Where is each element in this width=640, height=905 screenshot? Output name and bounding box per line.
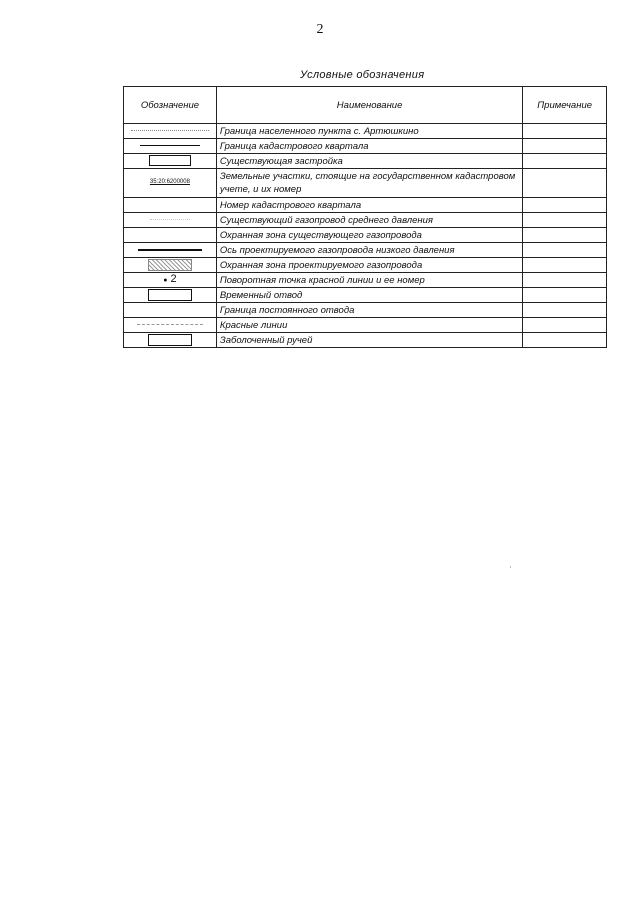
point-number-symbol bbox=[163, 273, 176, 287]
name-cell: Номер кадастрового квартала bbox=[216, 198, 522, 213]
thick-line-symbol bbox=[138, 249, 202, 251]
note-cell bbox=[523, 154, 607, 169]
legend-table bbox=[123, 86, 607, 348]
legend-row bbox=[124, 228, 607, 243]
point-number: 2 bbox=[170, 273, 177, 285]
symbol-cell bbox=[124, 318, 217, 333]
note-cell bbox=[523, 303, 607, 318]
legend-row bbox=[124, 154, 607, 169]
box-outline-symbol bbox=[148, 289, 192, 301]
dashed-line-symbol bbox=[137, 324, 203, 325]
legend-row bbox=[124, 198, 607, 213]
symbol-cell bbox=[124, 288, 217, 303]
dotted-line-symbol bbox=[131, 130, 209, 131]
box-outline-symbol bbox=[148, 334, 192, 346]
name-cell: Граница кадастрового квартала bbox=[216, 139, 522, 154]
legend-row bbox=[124, 139, 607, 154]
legend-row bbox=[124, 333, 607, 348]
note-cell bbox=[523, 124, 607, 139]
note-cell bbox=[523, 318, 607, 333]
column-header-note: Примечание bbox=[523, 87, 607, 124]
name-cell: Охранная зона проектируемого газопровода bbox=[216, 258, 522, 273]
hatched-box-symbol bbox=[148, 259, 192, 271]
legend-row bbox=[124, 169, 607, 198]
name-cell: Заболоченный ручей bbox=[216, 333, 522, 348]
column-header-name: Наименование bbox=[216, 87, 522, 124]
note-cell bbox=[523, 333, 607, 348]
name-cell: Ось проектируемого газопровода низкого давления bbox=[216, 243, 522, 258]
legend-header-row bbox=[124, 87, 607, 124]
name-cell: Существующая застройка bbox=[216, 154, 522, 169]
note-cell bbox=[523, 139, 607, 154]
note-cell bbox=[523, 258, 607, 273]
legend-row bbox=[124, 258, 607, 273]
symbol-cell bbox=[124, 154, 217, 169]
page-number: 2 bbox=[316, 22, 324, 37]
note-cell bbox=[523, 228, 607, 243]
faint-dotted-line-symbol bbox=[150, 219, 190, 220]
symbol-cell bbox=[124, 273, 217, 288]
column-header-symbol: Обозначение bbox=[124, 87, 217, 124]
name-cell: Временный отвод bbox=[216, 288, 522, 303]
legend-row bbox=[124, 273, 607, 288]
symbol-cell bbox=[124, 213, 217, 228]
symbol-cell bbox=[124, 258, 217, 273]
name-cell: Поворотная точка красной линии и ее номер bbox=[216, 273, 522, 288]
legend-row bbox=[124, 303, 607, 318]
note-cell bbox=[523, 169, 607, 198]
symbol-cell bbox=[124, 303, 217, 318]
note-cell bbox=[523, 198, 607, 213]
scan-speck bbox=[510, 566, 511, 568]
legend-row bbox=[124, 213, 607, 228]
note-cell bbox=[523, 273, 607, 288]
legend-title: Условные обозначения bbox=[300, 69, 425, 81]
note-cell bbox=[523, 213, 607, 228]
symbol-cell bbox=[124, 228, 217, 243]
solid-line-symbol bbox=[140, 145, 200, 146]
note-cell bbox=[523, 243, 607, 258]
symbol-cell bbox=[124, 198, 217, 213]
legend-row bbox=[124, 124, 607, 139]
note-cell bbox=[523, 288, 607, 303]
name-cell: Охранная зона существующего газопровода bbox=[216, 228, 522, 243]
symbol-cell bbox=[124, 243, 217, 258]
box-outline-symbol bbox=[149, 155, 191, 166]
name-cell: Граница постоянного отвода bbox=[216, 303, 522, 318]
legend-row bbox=[124, 288, 607, 303]
name-cell: Красные линии bbox=[216, 318, 522, 333]
cadastral-number-symbol: 35:20:6200008 bbox=[149, 179, 190, 186]
symbol-cell bbox=[124, 124, 217, 139]
symbol-cell bbox=[124, 169, 217, 198]
symbol-cell bbox=[124, 333, 217, 348]
point-dot-icon: ● bbox=[163, 277, 168, 284]
legend-row bbox=[124, 318, 607, 333]
name-cell: Земельные участки, стоящие на государственном кадастровом учете, и их номер bbox=[216, 169, 522, 198]
name-cell: Граница населенного пункта с. Артюшкино bbox=[216, 124, 522, 139]
symbol-cell bbox=[124, 139, 217, 154]
name-cell: Существующий газопровод среднего давления bbox=[216, 213, 522, 228]
legend-row bbox=[124, 243, 607, 258]
